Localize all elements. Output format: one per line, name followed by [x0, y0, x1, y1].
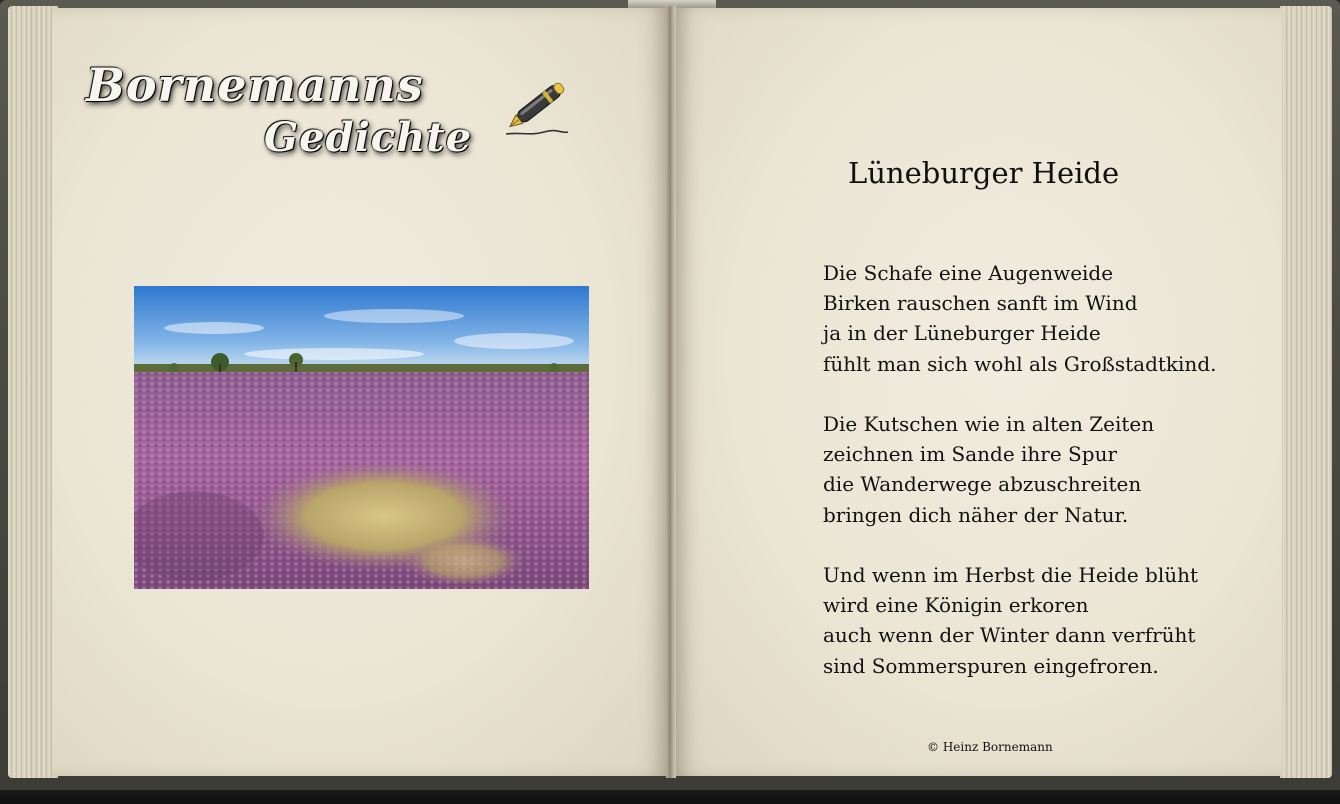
poem-stanza-1	[823, 258, 1216, 379]
copyright-notice: © Heinz Bornemann	[927, 740, 1053, 754]
page-edges-right	[1280, 6, 1332, 778]
poem-line: zeichnen im Sande ihre Spur	[823, 442, 1118, 467]
poem-line: ja in der Lüneburger Heide	[823, 321, 1101, 346]
logo-title-line-2: Gedichte	[264, 114, 473, 161]
poem-line: wird eine Königin erkoren	[823, 593, 1089, 618]
poem-line: sind Sommerspuren eingefroren.	[823, 653, 1159, 678]
poem-line: bringen dich näher der Natur.	[823, 502, 1129, 527]
book-spine	[666, 6, 676, 778]
poem-line: auch wenn der Winter dann verfrüht	[823, 623, 1196, 648]
poem-line: fühlt man sich wohl als Großstadtkind.	[823, 351, 1217, 376]
poem-line: Birken rauschen sanft im Wind	[823, 291, 1138, 316]
page-edges-left	[8, 6, 58, 778]
fountain-pen-icon	[500, 74, 576, 140]
poem-line: Und wenn im Herbst die Heide blüht	[823, 563, 1199, 587]
heath-landscape-photo	[134, 286, 589, 589]
poem-stanza-3	[823, 560, 1198, 681]
bottom-shadow	[0, 790, 1340, 804]
logo-title-line-1: Bornemanns	[86, 58, 424, 112]
poem-stanza-2	[823, 409, 1154, 530]
poem-title: Lüneburger Heide	[848, 156, 1120, 190]
poem-line: die Wanderwege abzuschreiten	[823, 472, 1142, 497]
poem-line: Die Kutschen wie in alten Zeiten	[823, 412, 1155, 436]
poem-line: Die Schafe eine Augenweide	[823, 261, 1114, 285]
